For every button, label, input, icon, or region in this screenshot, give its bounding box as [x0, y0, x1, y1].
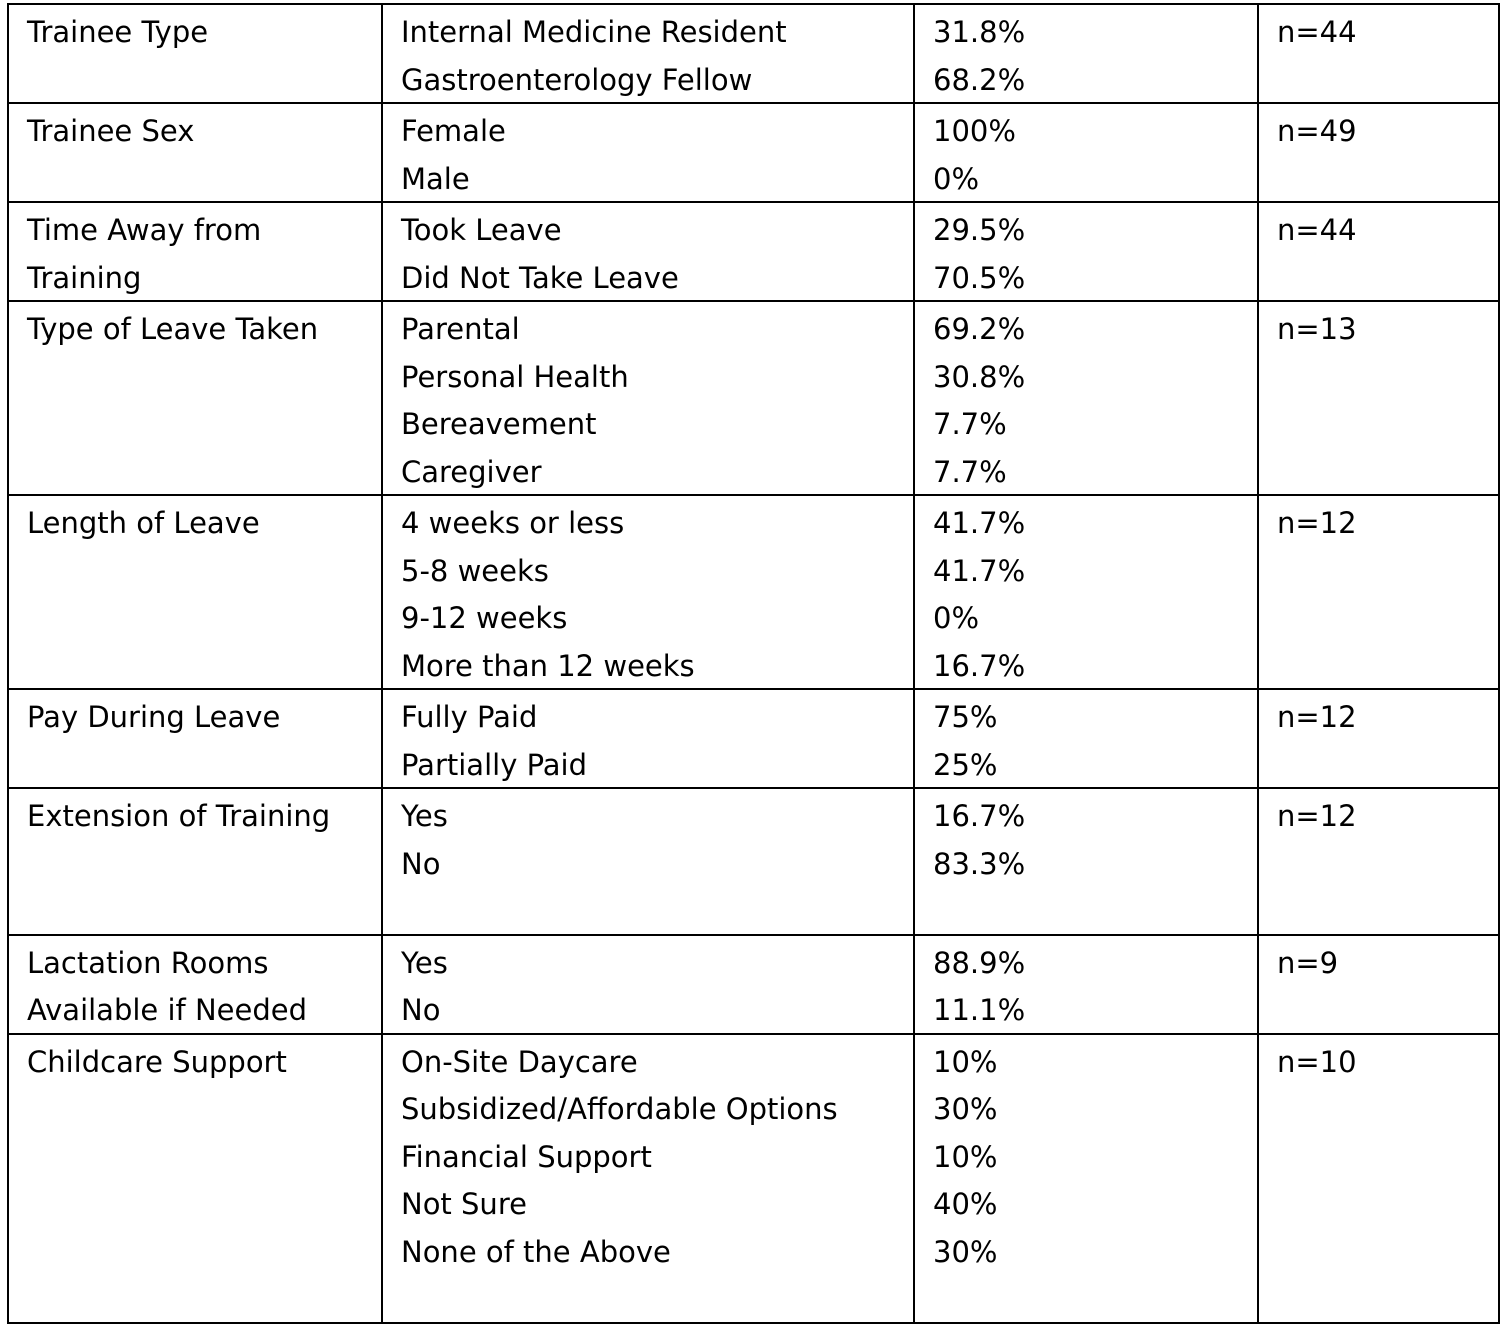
table-row [8, 1034, 1499, 1323]
option-label: Bereavement [401, 407, 597, 441]
survey-results-table [7, 3, 1500, 1324]
category-label: Time Away from [27, 213, 262, 247]
category-cell [8, 301, 382, 495]
option-label: Not Sure [401, 1187, 527, 1221]
option-label: Caregiver [401, 454, 542, 489]
option-label: Partially Paid [401, 747, 587, 782]
option-label: More than 12 weeks [401, 648, 695, 683]
category-label: Trainee Type [27, 15, 209, 49]
percent-value: 7.7% [933, 407, 1007, 441]
percent-value: 83.3% [933, 846, 1026, 881]
option-label: No [401, 846, 441, 881]
percent-value: 40% [933, 1187, 998, 1221]
table-row [8, 4, 1499, 103]
option-label: Did Not Take Leave [401, 260, 679, 295]
percent-cell [914, 4, 1258, 103]
table-row [8, 689, 1499, 788]
category-label: Training [27, 260, 142, 295]
percent-value: 100% [933, 114, 1016, 148]
option-label: Yes [401, 945, 448, 980]
percent-cell [914, 301, 1258, 495]
options-cell [382, 4, 914, 103]
percent-value: 29.5% [933, 213, 1026, 247]
percent-value: 16.7% [933, 648, 1026, 683]
options-cell [382, 1034, 914, 1323]
option-label: None of the Above [401, 1234, 671, 1269]
category-cell [8, 1034, 382, 1323]
percent-cell [914, 788, 1258, 935]
category-cell [8, 935, 382, 1034]
sample-size-cell [1258, 103, 1499, 202]
table-row [8, 788, 1499, 935]
percent-cell [914, 495, 1258, 689]
sample-size: n=44 [1277, 15, 1357, 49]
option-label: Internal Medicine Resident [401, 15, 787, 49]
percent-value: 0% [933, 161, 980, 196]
option-label: 4 weeks or less [401, 506, 625, 540]
percent-cell [914, 202, 1258, 301]
table-row [8, 103, 1499, 202]
percent-value: 75% [933, 700, 998, 734]
option-label: Personal Health [401, 359, 629, 394]
table-row [8, 495, 1499, 689]
percent-value: 69.2% [933, 312, 1026, 346]
percent-value: 70.5% [933, 260, 1026, 295]
option-label: Financial Support [401, 1139, 652, 1174]
category-label: Childcare Support [27, 1044, 287, 1079]
percent-value: 25% [933, 747, 998, 782]
table-row [8, 935, 1499, 1034]
category-cell [8, 788, 382, 935]
category-cell [8, 689, 382, 788]
options-cell [382, 689, 914, 788]
options-cell [382, 202, 914, 301]
option-label: No [401, 993, 441, 1027]
option-label: Subsidized/Affordable Options [401, 1092, 838, 1126]
sample-size: n=12 [1277, 799, 1357, 833]
category-cell [8, 202, 382, 301]
sample-size-cell [1258, 301, 1499, 495]
options-cell [382, 495, 914, 689]
percent-cell [914, 935, 1258, 1034]
percent-cell [914, 103, 1258, 202]
percent-value: 16.7% [933, 799, 1026, 833]
option-label: Took Leave [401, 213, 562, 247]
table-row [8, 301, 1499, 495]
option-label: 5-8 weeks [401, 553, 549, 588]
percent-cell [914, 1034, 1258, 1323]
category-label: Pay During Leave [27, 700, 281, 734]
percent-value: 0% [933, 601, 980, 635]
sample-size: n=44 [1277, 213, 1357, 247]
sample-size-cell [1258, 4, 1499, 103]
category-label: Extension of Training [27, 799, 331, 833]
category-cell [8, 495, 382, 689]
options-cell [382, 788, 914, 935]
percent-value: 10% [933, 1139, 998, 1174]
percent-value: 30% [933, 1234, 998, 1269]
option-label: Female [401, 114, 506, 148]
table-body [8, 4, 1499, 1323]
sample-size: n=9 [1277, 945, 1339, 980]
percent-value: 31.8% [933, 15, 1026, 49]
option-label: Parental [401, 312, 520, 346]
category-label: Trainee Sex [27, 114, 195, 148]
percent-value: 41.7% [933, 553, 1026, 588]
category-label: Lactation Rooms [27, 945, 269, 980]
percent-value: 7.7% [933, 454, 1007, 489]
option-label: Fully Paid [401, 700, 538, 734]
option-label: On-Site Daycare [401, 1044, 638, 1079]
option-label: Gastroenterology Fellow [401, 62, 753, 97]
sample-size: n=10 [1277, 1044, 1357, 1079]
category-label: Type of Leave Taken [27, 312, 319, 346]
sample-size: n=12 [1277, 506, 1357, 540]
percent-value: 88.9% [933, 945, 1026, 980]
category-label: Length of Leave [27, 506, 260, 540]
percent-value: 30.8% [933, 359, 1026, 394]
percent-value: 11.1% [933, 993, 1026, 1027]
option-label: Yes [401, 799, 448, 833]
sample-size: n=12 [1277, 700, 1357, 734]
percent-value: 10% [933, 1044, 998, 1079]
category-cell [8, 4, 382, 103]
sample-size-cell [1258, 935, 1499, 1034]
sample-size: n=49 [1277, 114, 1357, 148]
options-cell [382, 935, 914, 1034]
percent-value: 68.2% [933, 62, 1026, 97]
sample-size-cell [1258, 689, 1499, 788]
options-cell [382, 301, 914, 495]
sample-size-cell [1258, 1034, 1499, 1323]
percent-value: 41.7% [933, 506, 1026, 540]
table-row [8, 202, 1499, 301]
percent-value: 30% [933, 1092, 998, 1126]
option-label: 9-12 weeks [401, 601, 568, 635]
option-label: Male [401, 161, 470, 196]
options-cell [382, 103, 914, 202]
sample-size-cell [1258, 788, 1499, 935]
sample-size-cell [1258, 202, 1499, 301]
percent-cell [914, 689, 1258, 788]
sample-size: n=13 [1277, 312, 1357, 346]
sample-size-cell [1258, 495, 1499, 689]
category-label: Available if Needed [27, 993, 308, 1027]
category-cell [8, 103, 382, 202]
